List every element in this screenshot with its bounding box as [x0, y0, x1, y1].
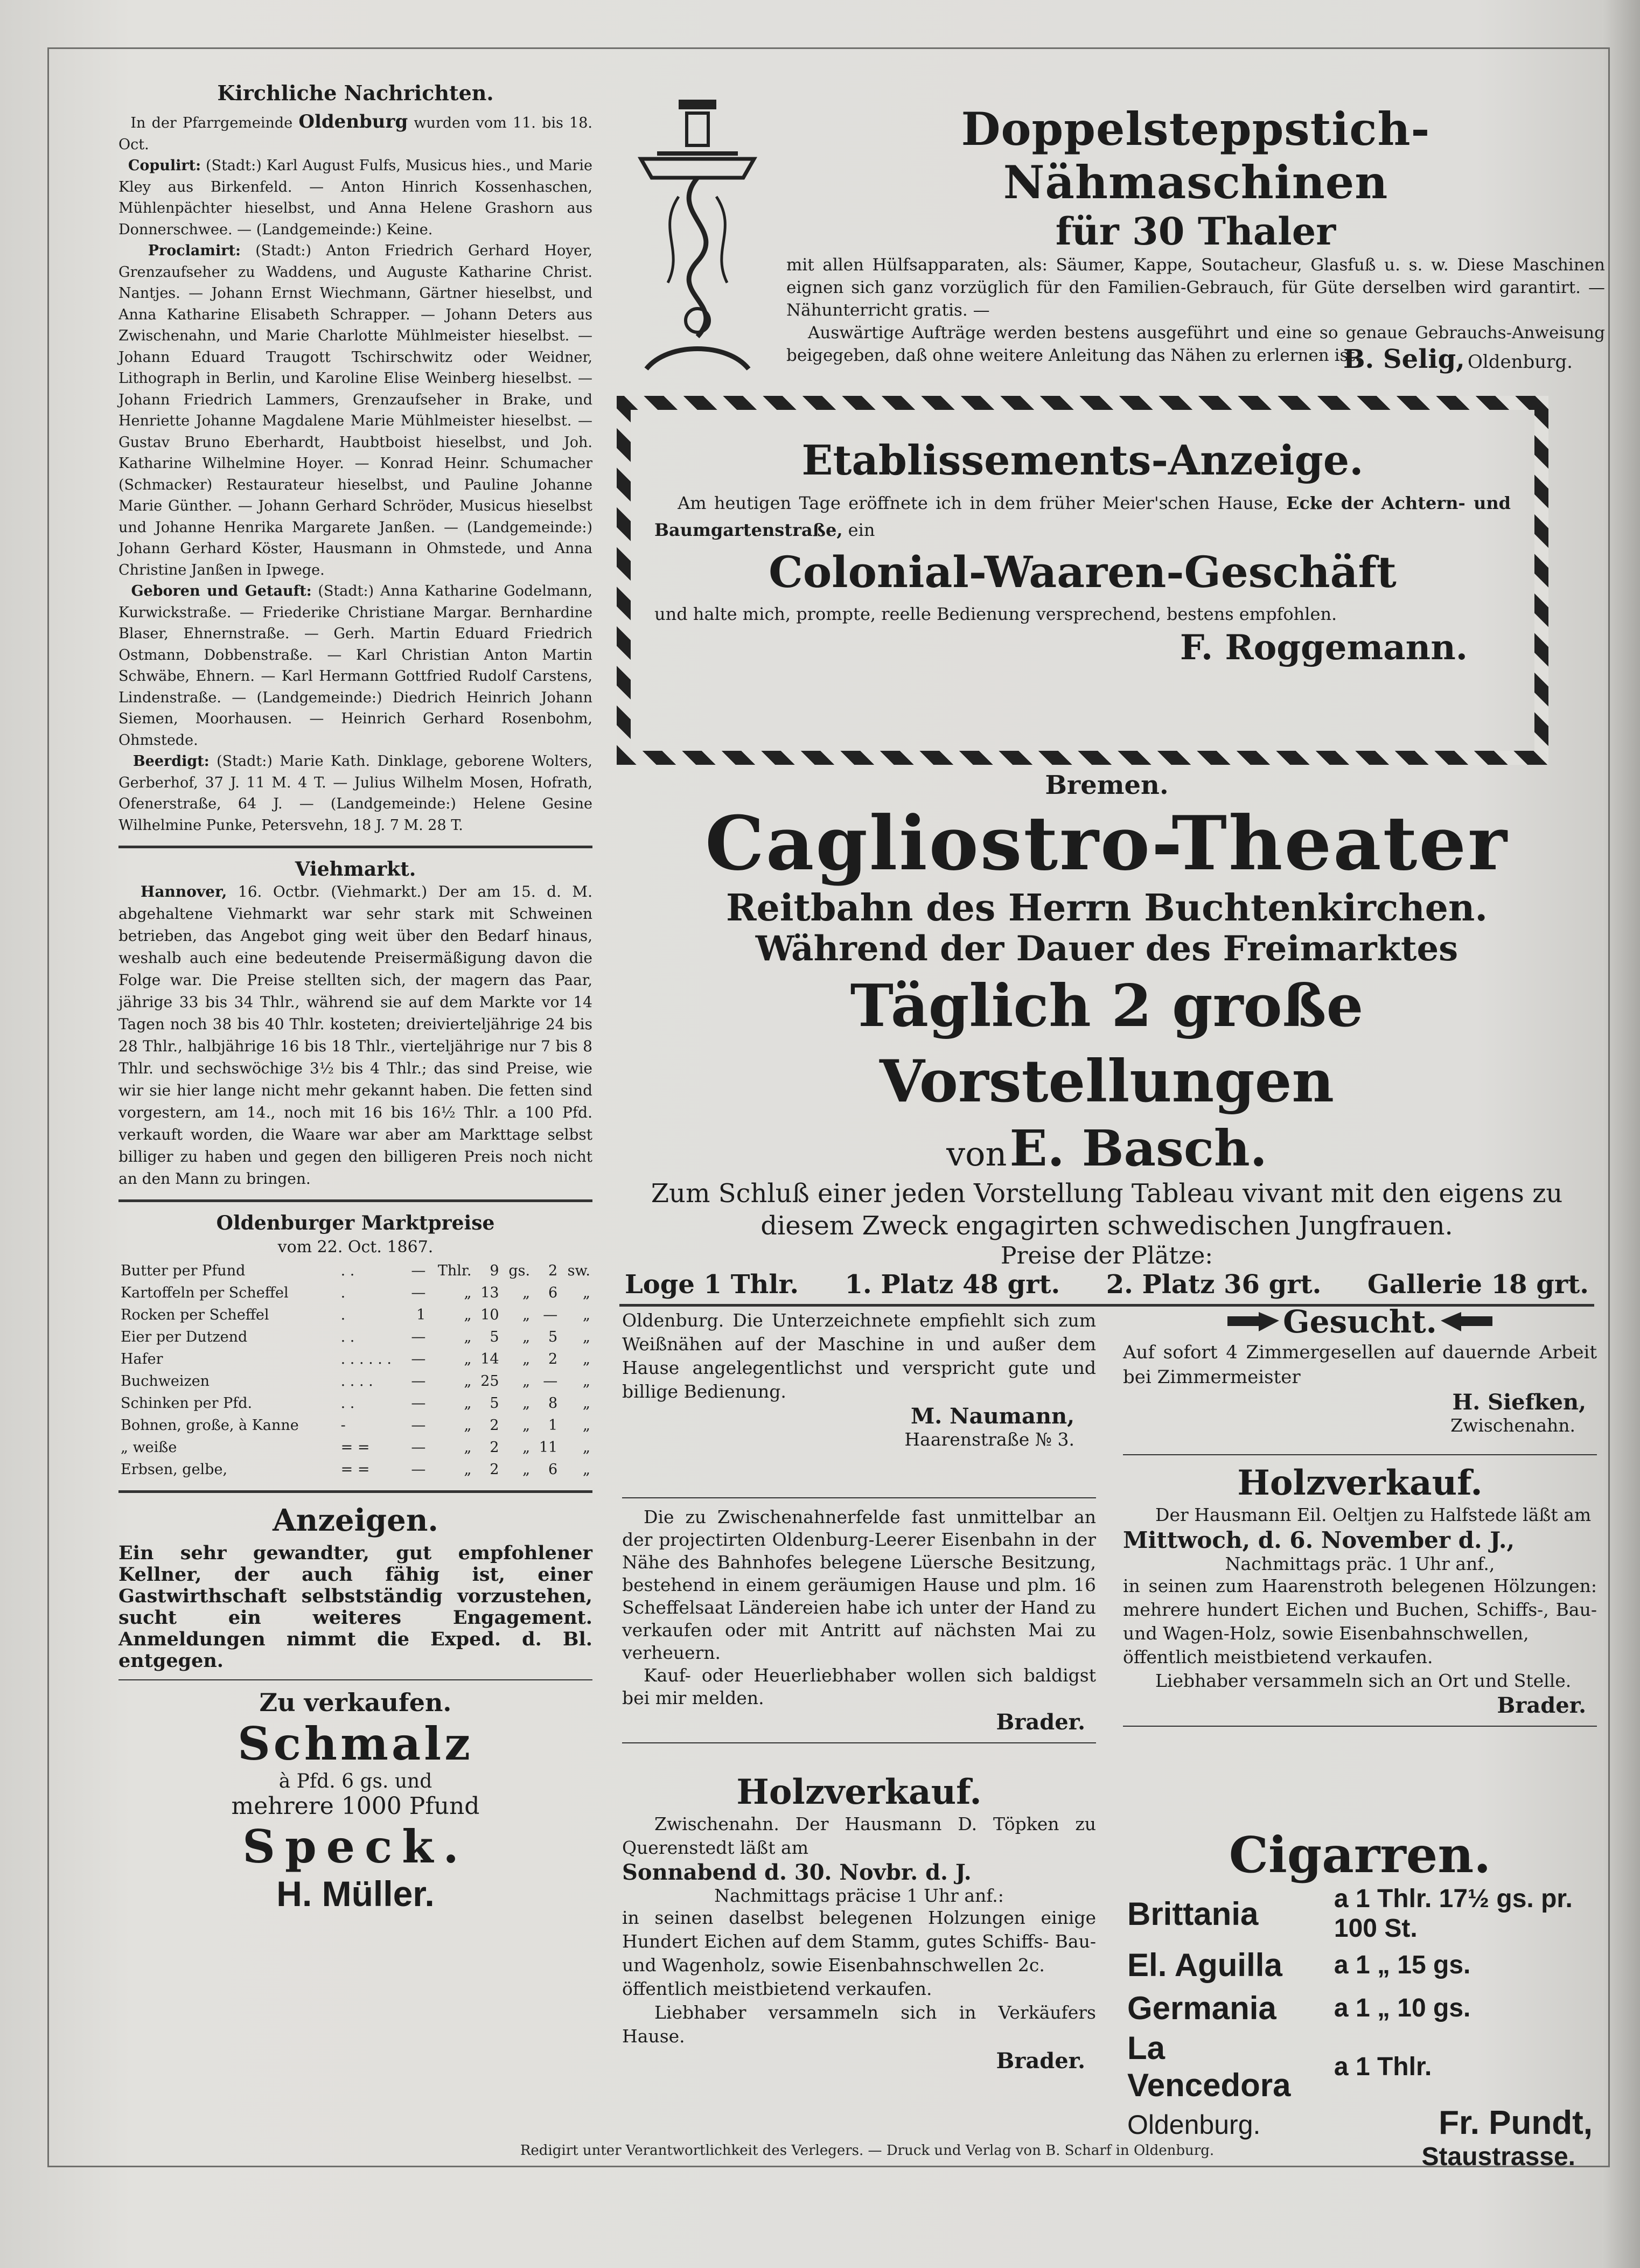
cigar-name: La Vencedora	[1127, 2030, 1291, 2103]
etab-text-a: Am heutigen Tage eröffnete ich in dem früher Meier'schen Hause,	[678, 493, 1279, 513]
naumann-ad	[622, 1309, 1096, 1450]
mueller-line3: à Pfd. 6 gs. und	[278, 1770, 432, 1792]
holz2-text3: in seinen daselbst belegenen Holzungen einige Hundert Eichen auf dem Stamm, gutes Schiffs- Bau- und Wagenholz, sowie Eisenbahnschwellen 2c.	[622, 1907, 1096, 1976]
imprint-footer: Redigirt unter Verantwortlichkeit des Verlegers. — Druck und Verlag von B. Scharf in Oldenburg.	[520, 2143, 1215, 2159]
price-cell-d: gs.	[508, 1262, 531, 1279]
roggemann-name: F. Roggemann.	[1180, 627, 1468, 668]
etablissement-text2: und halte mich, prompte, reelle Bedienung versprechend, bestens empfohlen.	[654, 604, 1337, 624]
price-platz2: 2. Platz 36 grt.	[1106, 1269, 1322, 1300]
gesucht-ad	[1123, 1303, 1597, 1436]
price-row	[118, 1392, 592, 1414]
price-cell-d: „	[522, 1417, 531, 1434]
price-cell-dots: . . . . . .	[340, 1351, 392, 1367]
holz2-date: Sonnabend d. 30. Novbr. d. J.	[622, 1860, 972, 1885]
viehmarkt-text	[118, 881, 592, 1190]
marktpreise-title: Oldenburger Marktpreise	[216, 1212, 495, 1234]
cigarren-footer	[1123, 2104, 1597, 2142]
price-cell-c: 5	[490, 1329, 499, 1345]
price-cell-a: —	[411, 1329, 426, 1345]
price-cell-item: Hafer	[121, 1351, 163, 1367]
beerdigt-entry	[118, 751, 592, 836]
price-row	[118, 1436, 592, 1459]
price-cell-f: „	[583, 1439, 590, 1456]
cigar-name: Brittania	[1127, 1895, 1259, 1932]
holz2-text1: Zwischenahn. Der Hausmann D. Töpken zu Querenstedt läßt am	[622, 1813, 1096, 1858]
kirchliche-intro	[118, 111, 592, 155]
price-cell-item: Buchweizen	[121, 1373, 210, 1390]
price-cell-e: 5	[548, 1329, 558, 1345]
price-cell-c: 5	[490, 1395, 499, 1412]
naumann-address: Haarenstraße № 3.	[904, 1429, 1074, 1450]
price-cell-e: 2	[548, 1351, 558, 1367]
theater-title: Cagliostro-Theater	[705, 799, 1509, 887]
naumann-name: M. Naumann,	[910, 1404, 1074, 1429]
price-cell-a: —	[411, 1395, 426, 1412]
price-cell-b: „	[464, 1461, 472, 1478]
viehmarkt-place: Hannover,	[140, 883, 227, 901]
mueller-name: H. Müller.	[276, 1874, 435, 1914]
theater-von-line	[619, 1119, 1594, 1177]
divider	[622, 1497, 1096, 1498]
pointing-hand-right-icon	[1226, 1310, 1280, 1334]
etablissement-ad	[654, 436, 1511, 668]
gesucht-name: H. Siefken,	[1452, 1390, 1586, 1415]
price-cell-dots: = =	[340, 1439, 370, 1456]
holz1-text5: Liebhaber versammeln sich an Ort und Stelle.	[1155, 1670, 1572, 1691]
price-cell-f: „	[583, 1417, 590, 1434]
price-cell-e: 6	[548, 1461, 558, 1478]
price-platz1: 1. Platz 48 grt.	[845, 1269, 1060, 1300]
geboren-label: Geboren und Getauft:	[131, 583, 312, 599]
price-row	[118, 1304, 592, 1326]
cigar-price: a 1 „ 15 gs.	[1334, 1950, 1471, 1979]
price-row	[118, 1260, 592, 1282]
holz2-text4: öffentlich meistbietend verkaufen.	[622, 1978, 932, 1999]
cigar-price: a 1 Thlr.	[1334, 2052, 1432, 2081]
holz1-sign: Brader.	[1497, 1693, 1586, 1718]
etablissement-text1	[654, 490, 1511, 543]
price-cell-c: 2	[490, 1417, 499, 1434]
naehmaschinen-price: für 30 Thaler	[1055, 209, 1336, 254]
price-cell-item: Rocken per Scheffel	[121, 1307, 269, 1323]
cigarren-title: Cigarren.	[1229, 1826, 1491, 1884]
price-cell-a: —	[411, 1439, 426, 1456]
cigar-name: El. Aguilla	[1127, 1946, 1282, 1983]
price-row	[118, 1282, 592, 1304]
theater-von: von	[946, 1134, 1007, 1174]
selig-place: Oldenburg.	[1467, 351, 1573, 373]
price-cell-c: 25	[480, 1373, 499, 1390]
anzeigen-title: Anzeigen.	[273, 1503, 438, 1538]
price-cell-d: „	[522, 1329, 531, 1345]
holz1-text1: Der Hausmann Eil. Oeltjen zu Halfstede läßt am	[1155, 1504, 1592, 1525]
price-cell-b: „	[464, 1329, 472, 1345]
price-cell-b: „	[464, 1285, 472, 1301]
sewing-machine-icon	[636, 89, 759, 380]
divider	[118, 1679, 592, 1680]
theater-prices	[619, 1269, 1594, 1300]
brader-ad	[622, 1497, 1096, 1751]
beerdigt-label: Beerdigt:	[132, 753, 210, 770]
etablissement-title: Etablissements-Anzeige.	[801, 436, 1364, 484]
cigar-row	[1123, 1986, 1597, 2029]
theater-line1: Reitbahn des Herrn Buchtenkirchen.	[725, 887, 1488, 930]
mueller-line4: mehrere 1000 Pfund	[231, 1792, 480, 1820]
price-cell-dots: .	[340, 1285, 346, 1301]
price-row	[118, 1348, 592, 1370]
holz2-text2: Nachmittags präcise 1 Uhr anf.:	[714, 1885, 1004, 1906]
viehmarkt-body: 16. Octbr. (Viehmarkt.) Der am 15. d. M. abgehaltene Viehmarkt war sehr stark mit Schweinen betrieben, das Angebot ging weit über den Bedarf hinaus, weshalb auch eine bedeutende Preisermäßigung davon die Folge war. Die Preise stellten sich, der magern das Paar, jährige 33 bis 34 Thlr., während sie auf dem Markte vor 14 Tagen noch 38 bis 40 Thlr. kosteten; dreivierteljährige 24 bis 28 Thlr., halbjährige 16 bis 18 Thlr., vierteljährige nur 7 bis 8 Thlr. und sechswöchige 3½ bis 4 Thlr.; das sind Preise, wie wir sie hier lange nicht mehr gekannt haben. Die fetten sind vorgestern, am 14., noch mit 16 bis 16½ Thlr. a 100 Pfd. verkauft worden, die Waare war aber am Markttage selbst billiger zu haben und gegen den billigeren Preis noch nicht an den Mann zu bringen.	[118, 883, 592, 1188]
intro-text: In der Pfarrgemeinde	[130, 115, 293, 131]
cigarren-table	[1123, 1884, 1597, 2104]
price-cell-e: —	[543, 1373, 558, 1390]
cigar-row	[1123, 1884, 1597, 1943]
etab-address: Ecke der Achtern- und Baumgartenstraße,	[654, 493, 1511, 540]
price-cell-dots: -	[340, 1417, 346, 1434]
price-cell-e: 1	[548, 1417, 558, 1434]
pundt-name: Fr. Pundt,	[1439, 2104, 1593, 2141]
marktpreise-table	[118, 1260, 592, 1481]
theater-name: E. Basch.	[1009, 1119, 1267, 1177]
price-cell-d: „	[522, 1395, 531, 1412]
naehmaschinen-ad	[786, 102, 1605, 374]
cigar-row	[1123, 2029, 1597, 2104]
geboren-entry	[118, 581, 592, 751]
holz1-text2: Nachmittags präc. 1 Uhr anf.,	[1225, 1553, 1495, 1574]
price-cell-f: sw.	[567, 1262, 590, 1279]
holzverkauf-toepken	[622, 1772, 1096, 2074]
price-cell-dots: = =	[340, 1461, 370, 1478]
price-cell-dots: . .	[340, 1329, 355, 1345]
divider	[118, 1199, 592, 1202]
holz1-text4: öffentlich meistbietend verkaufen.	[1123, 1646, 1433, 1667]
divider	[118, 846, 592, 848]
price-row	[118, 1370, 592, 1392]
price-cell-b: „	[464, 1439, 472, 1456]
holz1-text3: in seinen zum Haarenstroth belegenen Hölzungen: mehrere hundert Eichen und Buchen, Schiffs-, Bau- und Wagen-Holz, sowie Eisenbahnschwellen,	[1123, 1575, 1597, 1644]
mueller-speck: Speck.	[242, 1820, 469, 1873]
geboren-text: (Stadt:) Anna Katharine Godelmann, Kurwickstraße. — Friederike Christiane Margar. Bernhardine Blaser, Ehnernstraße. — Gerh. Martin Eduard Friedrich Ostmann, Dobbenstraße. — Karl Christian Anton Martin Schwäbe, Ehnern. — Karl Hermann Gottfried Rudolf Carstens, Lindenstraße. — (Landgemeinde:) Diedrich Heinrich Johann Siemen, Moorhausen. — Heinrich Gerhard Rosenbohm, Ohmstede.	[118, 583, 592, 749]
price-cell-e: 11	[539, 1439, 558, 1456]
selig-name: B. Selig,	[1343, 344, 1465, 374]
price-cell-item: Butter per Pfund	[121, 1262, 246, 1279]
naumann-text: Oldenburg. Die Unterzeichnete empfiehlt sich zum Weißnähen auf der Maschine in und außer dem Hause angelegentlichst und verspricht gute und billige Bedienung.	[622, 1310, 1096, 1402]
price-cell-c: 9	[490, 1262, 499, 1279]
price-cell-a: —	[411, 1373, 426, 1390]
price-cell-b: „	[464, 1351, 472, 1367]
price-cell-f: „	[583, 1351, 590, 1367]
price-cell-f: „	[583, 1285, 590, 1301]
proclamirt-text: (Stadt:) Anton Friedrich Gerhard Hoyer, Grenzaufseher zu Waddens, und Auguste Katharine Christ. Nantjes. — Johann Ernst Wiechmann, Gärtner hieselbst, und Anna Katharine Elisabeth Schrapper. — Johann Deters aus Zwischenahn, und Marie Charlotte Mühlmeister hieselbst. — Johann Eduard Traugott Tschirschwitz oder Weidner, Lithograph in Berlin, und Karoline Elise Weinberg hieselbst. — Johann Friedrich Lammers, Grenzaufseher in Brake, und Henriette Johanne Magdalene Marie Mühlmeister hieselbst. — Gustav Bruno Eberhardt, Haubtboist hieselbst, und Joh. Katharine Wilhelmine Hoyer. — Konrad Heinr. Schumacher (Schmacker) Restaurateur hieselbst, und Pauline Johanne Marie Günther. — Johann Gerhard Schröder, Musicus hieselbst und Johanne Henrika Margarete Janßen. — (Landgemeinde:) Johann Gerhard Köster, Hausmann in Ohmstede, und Anna Christine Janßen in Ipwege.	[118, 242, 592, 578]
price-row	[118, 1459, 592, 1481]
brader-text: Die zu Zwischenahnerfelde fast unmittelbar an der projectirten Oldenburg-Leerer Eisenbahn in der Nähe des Bahnhofes belegene Lüersche Besitzung, bestehend in einem geräumigen Hause und plm. 16 Scheffelsaat Ländereien habe ich unter der Hand zu verkaufen oder mit Antritt auf nächsten Mai zu verheuern.	[622, 1506, 1096, 1663]
kirchliche-title: Kirchliche Nachrichten.	[217, 81, 494, 105]
price-cell-a: —	[411, 1262, 426, 1279]
price-cell-e: —	[543, 1307, 558, 1323]
intro-text-b: wurden vom 11. bis 18. Oct.	[118, 115, 592, 153]
price-row	[118, 1414, 592, 1436]
price-cell-b: „	[464, 1395, 472, 1412]
kellner-ad: Ein sehr gewandter, gut empfohlener Kellner, der auch fähig ist, einer Gastwirthschaft selbstständig vorzustehen, sucht ein weiteres Engagement. Anmeldungen nimmt die Exped. d. Bl. entgegen.	[118, 1542, 592, 1672]
price-cell-item: Erbsen, gelbe,	[121, 1461, 228, 1478]
theater-line2: Während der Dauer des Freimarktes	[755, 929, 1458, 969]
holz2-sign: Brader.	[996, 2048, 1085, 2074]
price-cell-f: „	[583, 1307, 590, 1323]
theater-city: Bremen.	[1045, 770, 1169, 800]
price-cell-c: 10	[480, 1307, 499, 1323]
cigar-row	[1123, 1943, 1597, 1986]
price-cell-dots: .	[340, 1307, 346, 1323]
price-cell-dots: . .	[340, 1262, 355, 1279]
price-cell-d: „	[522, 1285, 531, 1301]
price-cell-dots: . . . .	[340, 1373, 373, 1390]
price-cell-c: 2	[490, 1439, 499, 1456]
naehmaschinen-text1: mit allen Hülfsapparaten, als: Säumer, Kappe, Soutacheur, Glasfuß u. s. w. Diese Maschinen eignen sich ganz vorzüglich für den Familien-Gebrauch, für Güte derselben wird garantirt. — Nähunterricht gratis. —	[786, 255, 1605, 320]
brader-text2: Kauf- oder Heuerliebhaber wollen sich baldigst bei mir melden.	[622, 1665, 1096, 1708]
cigar-price: a 1 „ 10 gs.	[1334, 1993, 1471, 2022]
price-cell-e: 8	[548, 1395, 558, 1412]
price-cell-d: „	[522, 1439, 531, 1456]
naehmaschinen-title: Doppelsteppstich-Nähmaschinen	[961, 102, 1430, 209]
price-cell-e: 2	[548, 1262, 558, 1279]
price-cell-d: „	[522, 1373, 531, 1390]
holz2-text5: Liebhaber versammeln sich in Verkäufers Hause.	[622, 2002, 1096, 2047]
cigar-name: Germania	[1127, 1990, 1276, 2026]
gesucht-header	[1123, 1303, 1597, 1340]
pointing-hand-left-icon	[1440, 1310, 1494, 1334]
price-cell-b: „	[464, 1417, 472, 1434]
viehmarkt-title: Viehmarkt.	[295, 858, 416, 881]
price-cell-e: 6	[548, 1285, 558, 1301]
price-cell-a: —	[411, 1351, 426, 1367]
mueller-ad	[118, 1688, 592, 1914]
price-cell-item: Eier per Dutzend	[121, 1329, 248, 1345]
naehmaschinen-text2: Auswärtige Aufträge werden bestens ausgeführt und eine so genaue Gebrauchs-Anweisung beigegeben, daß ohne weitere Anleitung das Nähen zu erlernen ist.	[786, 323, 1605, 365]
etab-text-c: ein	[848, 520, 875, 540]
price-cell-item: „ weiße	[121, 1439, 177, 1456]
price-row	[118, 1326, 592, 1348]
price-cell-f: „	[583, 1395, 590, 1412]
holz1-title: Holzverkauf.	[1237, 1463, 1483, 1503]
left-column	[118, 81, 592, 1914]
price-cell-b: „	[464, 1307, 472, 1323]
price-cell-a: 1	[416, 1307, 426, 1323]
gesucht-place: Zwischenahn.	[1450, 1415, 1575, 1436]
holz2-title: Holzverkauf.	[736, 1772, 982, 1812]
divider	[1123, 1454, 1597, 1455]
mueller-line1: Zu verkaufen.	[259, 1688, 452, 1717]
holzverkauf-oeltjen	[1123, 1454, 1597, 1734]
price-cell-c: 13	[480, 1285, 499, 1301]
price-cell-item: Bohnen, große, à Kanne	[121, 1417, 299, 1434]
brader-sign: Brader.	[996, 1709, 1085, 1735]
etablissement-headline: Colonial-Waaren-Geschäft	[769, 547, 1397, 597]
theater-prices-title: Preise der Plätze:	[1000, 1242, 1213, 1269]
price-cell-f: „	[583, 1373, 590, 1390]
price-cell-c: 2	[490, 1461, 499, 1478]
theater-line3: Täglich 2 große Vorstellungen	[850, 972, 1364, 1115]
proclamirt-label: Proclamirt:	[148, 242, 241, 259]
copulirt-text: (Stadt:) Karl August Fulfs, Musicus hies., und Marie Kley aus Birkenfeld. — Anton Hinrich Kossenhaschen, Mühlenpächter hieselbst, und Anna Helene Grashorn aus Donnerschwee. — (Landgemeinde:) Keine.	[118, 157, 592, 238]
intro-place: Oldenburg	[298, 111, 408, 132]
price-cell-item: Schinken per Pfd.	[121, 1395, 253, 1412]
proclamirt-entry	[118, 240, 592, 581]
cigar-price: a 1 Thlr. 17½ gs. pr. 100 St.	[1334, 1885, 1573, 1943]
price-cell-f: „	[583, 1329, 590, 1345]
price-cell-a: —	[411, 1285, 426, 1301]
price-gallerie: Gallerie 18 grt.	[1367, 1269, 1589, 1300]
holz1-date: Mittwoch, d. 6. November d. J.,	[1123, 1527, 1515, 1553]
beerdigt-text: (Stadt:) Marie Kath. Dinklage, geborene Wolters, Gerberhof, 37 J. 11 M. 4 T. — Julius Wilhelm Mosen, Hofrath, Ofenerstraße, 64 J. — (Landgemeinde:) Helene Gesine Wilhelmine Punke, Petersvehn, 18 J. 7 M. 28 T.	[118, 753, 593, 834]
theater-ad	[619, 770, 1594, 1311]
price-cell-item: Kartoffeln per Scheffel	[121, 1285, 289, 1301]
gesucht-title: Gesucht.	[1283, 1303, 1437, 1340]
price-cell-d: „	[522, 1351, 531, 1367]
cigarren-ad	[1123, 1826, 1597, 2172]
cigarren-place: Oldenburg.	[1127, 2110, 1261, 2140]
price-cell-a: —	[411, 1461, 426, 1478]
divider	[622, 1742, 1096, 1743]
price-cell-b: „	[464, 1373, 472, 1390]
divider	[118, 1490, 592, 1493]
theater-line4: Zum Schluß einer jeden Vorstellung Tableau vivant mit den eigens zu diesem Zweck engagirten schwedischen Jungfrauen.	[651, 1178, 1563, 1241]
price-cell-f: „	[583, 1461, 590, 1478]
price-cell-dots: . .	[340, 1395, 355, 1412]
sewing-machine-illustration	[636, 89, 759, 380]
copulirt-label: Copulirt:	[128, 157, 201, 174]
price-loge: Loge 1 Thlr.	[625, 1269, 799, 1300]
cigarren-street: Staustrasse.	[1421, 2143, 1575, 2171]
copulirt-entry	[118, 155, 592, 240]
price-cell-a: —	[411, 1417, 426, 1434]
price-cell-c: 14	[480, 1351, 499, 1367]
mueller-schmalz: Schmalz	[238, 1717, 473, 1770]
price-cell-b: Thlr.	[437, 1262, 472, 1279]
price-cell-d: „	[522, 1307, 531, 1323]
gesucht-text: Auf sofort 4 Zimmergesellen auf dauernde Arbeit bei Zimmermeister	[1123, 1342, 1597, 1388]
divider	[1123, 1726, 1597, 1727]
marktpreise-date: vom 22. Oct. 1867.	[277, 1238, 434, 1257]
price-cell-d: „	[522, 1461, 531, 1478]
